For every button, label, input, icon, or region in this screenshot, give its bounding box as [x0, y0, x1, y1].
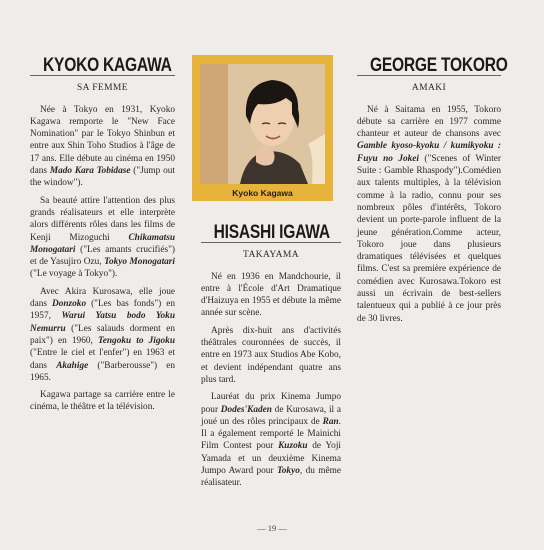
role-label-tokoro: AMAKI: [411, 83, 447, 94]
bio-text-run: Avec Akira Kurosawa, elle joue dans: [30, 286, 175, 310]
bio-paragraph: [357, 104, 501, 325]
portrait-photo: [200, 64, 325, 184]
bio-text-run: . Il a également remporté le Mainichi Film Contest pour: [201, 416, 341, 452]
role-label-kagawa: SA FEMME: [77, 83, 128, 94]
bio-text-run: Né en 1936 en Mandchourie, il entre à l'École d'Art Dramatique d'Haizuya en 1955 et débute la même année sur scène.: [201, 271, 341, 319]
photo-caption: Kyoko Kagawa: [232, 188, 293, 198]
film-title: Ran: [322, 416, 339, 427]
film-title: Donzoko: [52, 299, 87, 310]
film-title: Chikamatsu Monogatari: [30, 232, 175, 255]
left-column: [30, 55, 176, 419]
bio-paragraph: [201, 325, 341, 386]
film-title: Gamble kyoso-kyoku / kumikyoku : Fuyu no Jokei: [357, 141, 501, 164]
bio-text-run: de Yoji Yamada et un deuxième Kinema Jumpo Award pour: [201, 441, 341, 477]
bio-text-run: Kagawa partage sa carrière entre le cinéma, le théâtre et la télévision.: [30, 390, 175, 413]
bio-text-run: Après dix-huit ans d'activités théâtrales couronnées de succès, il entre en 1973 aux Studios Abe Kobo, et devient indépendant quatre ans plus tard.: [201, 325, 341, 385]
page-number: — 19 —: [257, 523, 287, 533]
bio-text-run: ("Jump out the window").: [30, 166, 175, 189]
bio-text-run: Sa beauté attire l'attention des plus grands réalisateurs et elle interprète alors différents rôles dans les films de Kenji Mizoguchi: [30, 195, 175, 243]
portrait-photo-frame: [192, 55, 333, 201]
bio-text-run: ("Le voyage à Tokyo").: [30, 269, 118, 280]
portrait-illustration: [200, 64, 325, 184]
bio-paragraph: [201, 271, 341, 320]
bio-text-igawa: [201, 271, 341, 490]
bio-text-run: , du même réalisateur.: [201, 466, 341, 489]
bio-text-run: ("Scenes of Winter Suite : Gamble Rhaspody").Comédien aux talents multiples, à la télévision comme à la radio, connu pour ses nombreux pôles d'intérêts, Tokoro devient un porte-parole influent de la jeune génération.Comme acteur, Tokoro joue dans plusieurs dramatiques télévisées et quelques films. C'est sa première expérience de comédien avec Kurosawa.Tokoro est aussi un écrivain de best-sellers talentueux qui a publié à ce jour près de 30 livres.: [357, 153, 501, 324]
bio-text-run: ("Les salauds dorment en paix") en 1960,: [30, 323, 175, 346]
bio-text-kagawa: [30, 104, 175, 414]
bio-paragraph: [30, 195, 175, 281]
bio-paragraph: [30, 286, 175, 384]
film-title: Dodes'Kaden: [220, 404, 272, 415]
bio-paragraph: [201, 391, 341, 489]
bio-text-run: de Kurosawa, il a joué un des rôles principaux de: [201, 404, 341, 427]
bio-text-run: ("Barberousse") en 1965.: [30, 360, 175, 383]
role-label-igawa: TAKAYAMA: [243, 250, 299, 261]
bio-text-tokoro: [357, 104, 501, 325]
film-title: Tengoku to Jigoku: [97, 335, 175, 346]
film-title: Mado Kara Tobidase: [49, 166, 131, 177]
bio-paragraph: [30, 389, 175, 414]
actor-name-igawa: HISASHI IGAWA: [213, 222, 330, 243]
bio-text-run: Né à Saitama en 1955, Tokoro débute sa carrière en 1977 comme chanteur et auteur de chansons avec: [357, 104, 501, 140]
middle-column: [201, 222, 341, 495]
bio-paragraph: [30, 104, 175, 190]
film-title: Tokyo: [276, 466, 300, 477]
bio-text-run: Lauréat du prix Kinema Jumpo pour: [201, 392, 341, 415]
film-title: Tokyo Monogatari: [104, 257, 176, 268]
film-title: Akahige: [56, 360, 89, 371]
bio-text-run: Née à Tokyo en 1931, Kyoko Kagawa remporte le "New Face Nomination" par le Tokyo Shinbun et entre aux Shin Toho Studios à l'âge de 17 ans. Elle débute au cinéma en 1950 dans: [30, 104, 175, 177]
right-column: [357, 55, 508, 330]
actor-name-kagawa: KYOKO KAGAWA: [43, 55, 172, 76]
film-title: Warui Yatsu bodo Yoku Nemurru: [30, 311, 175, 334]
film-title: Kuzoku: [278, 441, 308, 452]
bio-text-run: ("Entre le ciel et l'enfer") en 1963 et dans: [30, 348, 175, 371]
bio-text-run: ("Les amants crucifiés") et de Yasujiro Ozu,: [30, 244, 175, 268]
actor-name-tokoro: GEORGE TOKORO: [369, 55, 508, 76]
bio-text-run: ("Les bas fonds") en 1957,: [30, 299, 175, 322]
